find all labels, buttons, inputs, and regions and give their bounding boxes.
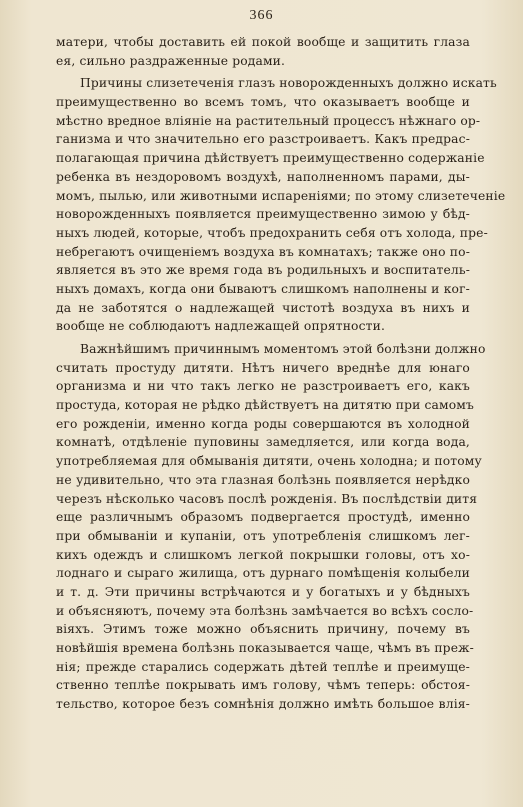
text-line: ея, сильно раздраженные родами. (56, 53, 286, 68)
text-line: матери, чтобы доставить ей покой вообще и защитить глаза (56, 35, 470, 49)
text-line: полагающая причина дѣйствуетъ преимущественно содержаніе (56, 151, 485, 166)
text-line: простуда, которая не рѣдко дѣйствуетъ на дитятю при самомъ (56, 398, 474, 413)
text-line: преимущественно во всемъ томъ, что оказываетъ вообще и (56, 95, 470, 110)
text-line: нія; прежде старались содержать дѣтей теплѣе и преимуще- (56, 659, 470, 674)
text-line: еще различнымъ образомъ подвергается простудѣ, именно (56, 510, 470, 525)
text-line: черезъ нѣсколько часовъ послѣ рожденія. Въ послѣдствіи дитя (56, 491, 478, 506)
body-text (56, 33, 506, 714)
text-line: ныхъ домахъ, когда они бываютъ слишкомъ наполнены и ког- (56, 281, 470, 296)
text-line: употребляемая для обмыванія дитяти, очень холодна; и потому (56, 454, 482, 469)
text-line: его рожденіи, именно когда роды совершаются въ холодной (56, 416, 470, 431)
text-line: и т. д. Эти причины встрѣчаются и у богатыхъ и у бѣдныхъ (56, 584, 470, 599)
text-line: ныхъ людей, которые, чтобъ предохранить себя отъ холода, пре- (56, 225, 488, 240)
text-line: кихъ одеждъ и слишкомъ легкой покрышки головы, отъ хо- (56, 547, 470, 562)
page-number: 366 (249, 8, 274, 23)
text-line: ребенка въ нездоровомъ воздухѣ, наполненномъ парами, ды- (56, 169, 470, 184)
text-line: Важнѣйшимъ причиннымъ моментомъ этой болѣзни должно (80, 342, 486, 356)
text-line: Причины слизетеченія глазъ новорожденныхъ должно искать (80, 76, 497, 91)
text-line: да не заботятся о надлежащей чистотѣ воздуха въ нихъ и (56, 300, 470, 315)
text-line: ганизма и что значительно его разстроиваетъ. Какъ предрас- (56, 132, 470, 147)
text-line: небрегаютъ очищеніемъ воздуха въ комнатахъ; также оно по- (56, 244, 470, 259)
text-line: лоднаго и сыраго жилища, отъ дурнаго помѣщенія колыбели (56, 566, 470, 581)
text-line: ственно теплѣе покрывать имъ голову, чѣмъ теперь: обстоя- (56, 678, 470, 693)
text-line: новорожденныхъ появляется преимущественно зимою у бѣд- (56, 207, 470, 222)
text-line: не удивительно, что эта глазная болѣзнь появляется нерѣдко (56, 472, 470, 487)
text-line: тельство, которое безъ сомнѣнія должно имѣть большое влія- (56, 697, 470, 712)
text-line: віяхъ. Этимъ тоже можно объяснить причину, почему въ (56, 622, 470, 637)
text-line: комнатѣ, отдѣленіе пуповины замедляется, или когда вода, (56, 435, 470, 450)
text-line: момъ, пылью, или животными испареніями; по этому слизетеченіе (56, 188, 506, 203)
text-line: мѣстно вредное вліяніе на растительный процессъ нѣжнаго ор- (56, 113, 481, 128)
text-line: новѣйшія времена болѣзнь показывается чаще, чѣмъ въ преж- (56, 641, 474, 655)
text-line: считать простуду дитяти. Нѣтъ ничего вреднѣе для юнаго (56, 360, 470, 375)
text-line: и объясняютъ, почему эта болѣзнь замѣчается во всѣхъ сосло- (56, 603, 474, 618)
text-line: при обмываніи и купаніи, отъ употребленія слишкомъ лег- (56, 528, 470, 543)
text-line: является въ это же время года въ родильныхъ и воспитатель- (56, 263, 470, 278)
text-line: вообще не соблюдаютъ надлежащей опрятности. (56, 319, 386, 334)
text-line: организма и ни что такъ легко не разстроиваетъ его, какъ (56, 379, 470, 394)
